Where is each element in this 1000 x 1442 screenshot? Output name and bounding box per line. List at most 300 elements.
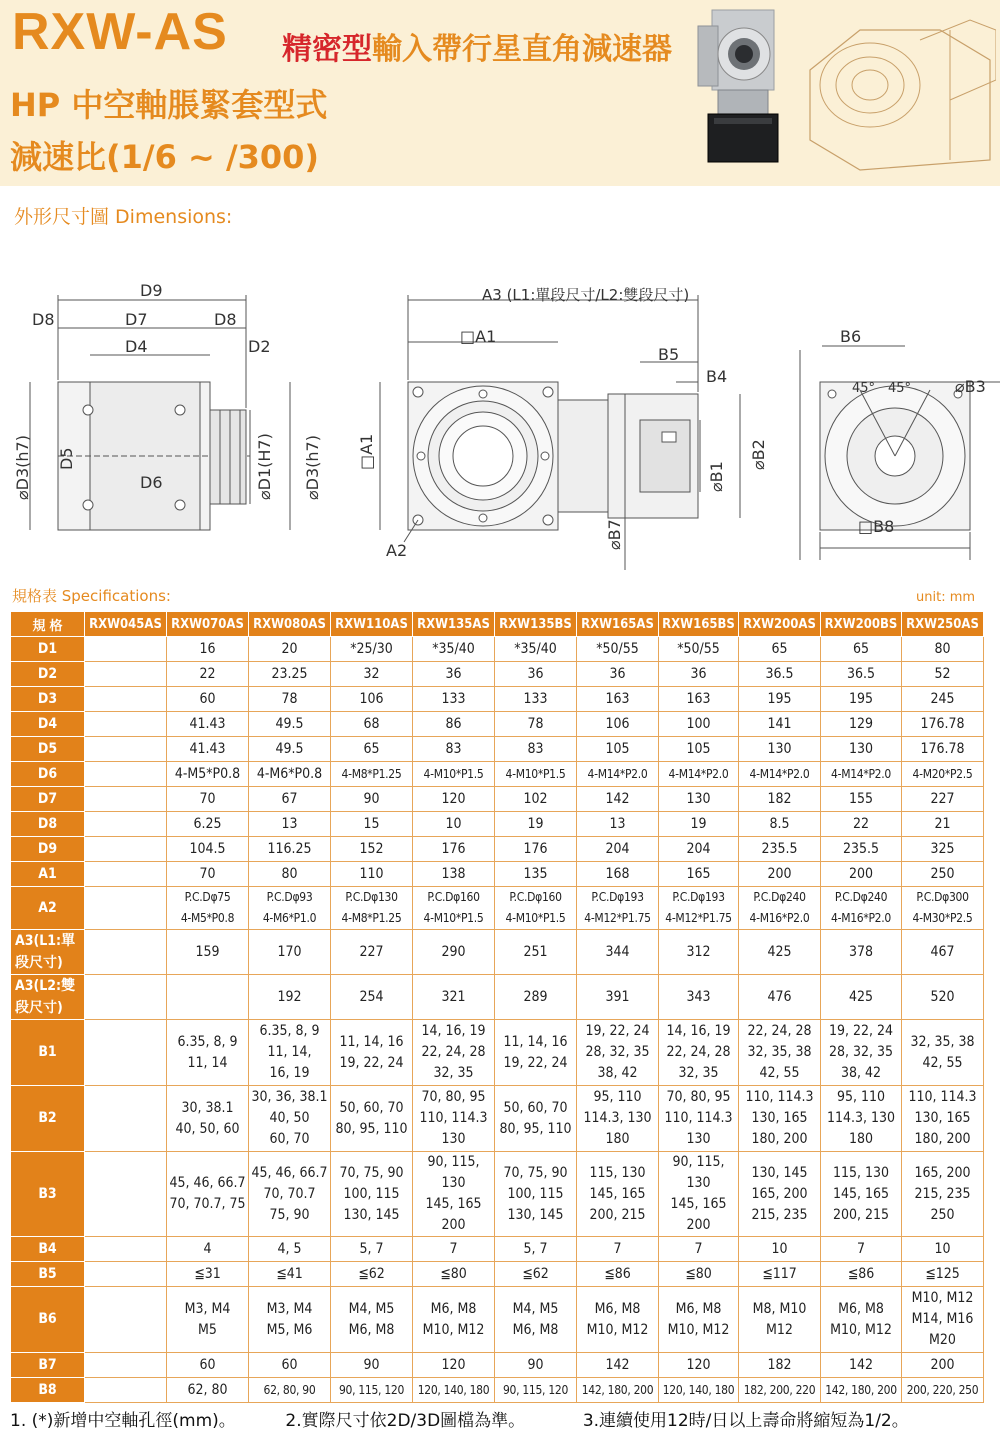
spec-cell: 200, 220, 250	[902, 1378, 984, 1403]
spec-cell: 5, 7	[495, 1237, 577, 1262]
spec-cell: 100	[659, 712, 739, 737]
spec-cell: 120	[413, 1353, 495, 1378]
spec-cell: 4-M8*P1.25	[331, 762, 413, 787]
spec-cell: 290	[413, 930, 495, 975]
spec-cell: 49.5	[249, 737, 331, 762]
spec-cell: 60	[167, 1353, 249, 1378]
product-line-drawing	[800, 10, 996, 174]
spec-cell: 32	[331, 662, 413, 687]
spec-header-model: RXW135BS	[495, 612, 577, 637]
spec-cell: 170	[249, 930, 331, 975]
spec-cell: 90	[331, 787, 413, 812]
spec-cell: 182	[739, 787, 821, 812]
spec-cell: 21	[902, 812, 984, 837]
spec-header-model: RXW250AS	[902, 612, 984, 637]
spec-cell: 391	[577, 975, 659, 1020]
spec-cell: 120	[413, 787, 495, 812]
spec-cell: 70	[167, 787, 249, 812]
spec-cell: 110, 114.3 130, 165 180, 200	[739, 1086, 821, 1152]
product-subtitle: HP 中空軸脹緊套型式	[10, 86, 328, 124]
spec-row-label: A3(L1:單段尺寸)	[11, 930, 85, 975]
label-d3-left: ⌀D3(h7)	[13, 435, 32, 500]
spec-cell: 312	[659, 930, 739, 975]
spec-cell: 50, 60, 70 80, 95, 110	[331, 1086, 413, 1152]
spec-cell: 200	[821, 862, 902, 887]
spec-cell: 142, 180, 200	[577, 1378, 659, 1403]
spec-cell: 4-M5*P0.8	[167, 762, 249, 787]
spec-row-label: D3	[11, 687, 85, 712]
spec-cell: 141	[739, 712, 821, 737]
spec-row-label: A2	[11, 887, 85, 930]
spec-cell: 20	[249, 637, 331, 662]
spec-cell: 19, 22, 24 28, 32, 35 38, 42	[577, 1020, 659, 1086]
label-b8: □B8	[858, 517, 895, 536]
spec-cell: 155	[821, 787, 902, 812]
label-b4: B4	[706, 367, 728, 386]
spec-cell: 130	[739, 737, 821, 762]
spec-cell: M6, M8 M10, M12	[413, 1287, 495, 1353]
spec-row-label: B3	[11, 1152, 85, 1237]
spec-cell: 65	[331, 737, 413, 762]
spec-cell: 204	[659, 837, 739, 862]
spec-cell: ≦80	[413, 1262, 495, 1287]
spec-cell: 176.78	[902, 712, 984, 737]
spec-cell: 4-M14*P2.0	[821, 762, 902, 787]
spec-cell: 289	[495, 975, 577, 1020]
label-b2: ⌀B2	[749, 439, 768, 470]
spec-row	[11, 762, 984, 787]
spec-cell: 254	[331, 975, 413, 1020]
spec-row-label: D9	[11, 837, 85, 862]
spec-row-label: B5	[11, 1262, 85, 1287]
spec-header-model: RXW045AS	[85, 612, 167, 637]
spec-cell: 36	[577, 662, 659, 687]
spec-cell: 165	[659, 862, 739, 887]
spec-row-label: A3(L2:雙段尺寸)	[11, 975, 85, 1020]
spec-row-label: D7	[11, 787, 85, 812]
spec-cell: 130	[659, 787, 739, 812]
spec-cell: 65	[821, 637, 902, 662]
product-title	[282, 24, 672, 68]
spec-cell: 321	[413, 975, 495, 1020]
spec-cell: 227	[902, 787, 984, 812]
spec-cell: 378	[821, 930, 902, 975]
spec-row	[11, 812, 984, 837]
spec-cell: ≦117	[739, 1262, 821, 1287]
spec-cell: 142	[577, 1353, 659, 1378]
unit-label: unit: mm	[916, 590, 976, 605]
spec-cell: *50/55	[659, 637, 739, 662]
label-d4: D4	[125, 337, 148, 356]
spec-cell: 235.5	[739, 837, 821, 862]
spec-cell: 15	[331, 812, 413, 837]
spec-header-model: RXW200BS	[821, 612, 902, 637]
spec-cell	[85, 1152, 167, 1237]
spec-cell: 110	[331, 862, 413, 887]
spec-cell: P.C.Dφ160 4-M10*P1.5	[495, 887, 577, 930]
label-d8-left: D8	[32, 310, 55, 329]
spec-cell: 10	[902, 1237, 984, 1262]
label-d9: D9	[140, 281, 163, 300]
spec-row	[11, 1378, 984, 1403]
spec-cell: 476	[739, 975, 821, 1020]
spec-cell: ≦62	[495, 1262, 577, 1287]
spec-cell: 49.5	[249, 712, 331, 737]
spec-cell: 23.25	[249, 662, 331, 687]
spec-cell: 200	[739, 862, 821, 887]
spec-cell: 90, 115, 130 145, 165 200	[413, 1152, 495, 1237]
spec-heading: 規格表 Specifications:	[12, 587, 171, 605]
spec-cell: 7	[413, 1237, 495, 1262]
spec-cell: 163	[577, 687, 659, 712]
spec-cell: 30, 38.1 40, 50, 60	[167, 1086, 249, 1152]
spec-cell: *25/30	[331, 637, 413, 662]
spec-cell: 45, 46, 66.7 70, 70.7, 75	[167, 1152, 249, 1237]
spec-cell: 4-M6*P0.8	[249, 762, 331, 787]
spec-row-label: D8	[11, 812, 85, 837]
spec-header-model: RXW200AS	[739, 612, 821, 637]
spec-cell: 4	[167, 1237, 249, 1262]
spec-cell	[85, 787, 167, 812]
spec-row	[11, 1237, 984, 1262]
spec-cell: 102	[495, 787, 577, 812]
spec-cell	[85, 1287, 167, 1353]
spec-cell: 70, 75, 90 100, 115 130, 145	[331, 1152, 413, 1237]
spec-cell: ≦62	[331, 1262, 413, 1287]
spec-header-model: RXW080AS	[249, 612, 331, 637]
spec-cell: 32, 35, 38 42, 55	[902, 1020, 984, 1086]
spec-table	[10, 611, 984, 1403]
spec-cell: 70	[167, 862, 249, 887]
spec-cell: 115, 130 145, 165 200, 215	[577, 1152, 659, 1237]
spec-cell: 135	[495, 862, 577, 887]
spec-cell: 90, 115, 120	[331, 1378, 413, 1403]
spec-cell: 195	[739, 687, 821, 712]
label-d8-right: D8	[214, 310, 237, 329]
spec-cell: M10, M12 M14, M16 M20	[902, 1287, 984, 1353]
spec-header-label: 規 格	[11, 612, 85, 637]
product-photo	[692, 6, 792, 166]
label-b5: B5	[658, 345, 680, 364]
spec-cell: 115, 130 145, 165 200, 215	[821, 1152, 902, 1237]
spec-cell: 176.78	[902, 737, 984, 762]
spec-cell: 425	[821, 975, 902, 1020]
spec-cell: 36.5	[821, 662, 902, 687]
spec-row-label: B7	[11, 1353, 85, 1378]
spec-cell: M4, M5 M6, M8	[495, 1287, 577, 1353]
spec-cell: 4-M14*P2.0	[739, 762, 821, 787]
spec-cell: 50, 60, 70 80, 95, 110	[495, 1086, 577, 1152]
spec-header-model: RXW135AS	[413, 612, 495, 637]
spec-cell: 182	[739, 1353, 821, 1378]
spec-cell: 110, 114.3 130, 165 180, 200	[902, 1086, 984, 1152]
spec-cell: 36	[413, 662, 495, 687]
spec-row-label: B1	[11, 1020, 85, 1086]
spec-cell: ≦80	[659, 1262, 739, 1287]
spec-cell: M4, M5 M6, M8	[331, 1287, 413, 1353]
spec-cell	[85, 762, 167, 787]
spec-row	[11, 887, 984, 930]
spec-cell: 129	[821, 712, 902, 737]
label-a2: A2	[386, 541, 408, 560]
label-d5: D5	[57, 447, 76, 470]
spec-cell: 90	[495, 1353, 577, 1378]
spec-cell	[85, 1262, 167, 1287]
label-b1: ⌀B1	[707, 461, 726, 492]
spec-cell: 195	[821, 687, 902, 712]
spec-cell: 80	[902, 637, 984, 662]
spec-cell	[85, 1086, 167, 1152]
label-angle-left: 45°	[852, 381, 876, 396]
spec-cell: 4-M20*P2.5	[902, 762, 984, 787]
spec-cell: 11, 14, 16 19, 22, 24	[495, 1020, 577, 1086]
spec-row	[11, 662, 984, 687]
spec-cell: 68	[331, 712, 413, 737]
spec-cell: 4-M10*P1.5	[413, 762, 495, 787]
spec-cell: 7	[577, 1237, 659, 1262]
spec-cell: 19, 22, 24 28, 32, 35 38, 42	[821, 1020, 902, 1086]
spec-cell: 235.5	[821, 837, 902, 862]
label-a1-top: □A1	[460, 327, 497, 346]
label-d7: D7	[125, 310, 148, 329]
spec-row-label: D4	[11, 712, 85, 737]
header-banner	[0, 0, 1000, 186]
spec-cell	[85, 1378, 167, 1403]
spec-cell: 520	[902, 975, 984, 1020]
spec-cell: 133	[413, 687, 495, 712]
dimensions-heading: 外形尺寸圖 Dimensions:	[14, 206, 233, 228]
spec-cell: 120, 140, 180	[659, 1378, 739, 1403]
spec-cell: 60	[249, 1353, 331, 1378]
spec-cell: P.C.Dφ193 4-M12*P1.75	[577, 887, 659, 930]
spec-cell: P.C.Dφ240 4-M16*P2.0	[821, 887, 902, 930]
label-a1-side: □A1	[357, 433, 376, 470]
spec-row	[11, 862, 984, 887]
spec-cell: M3, M4 M5, M6	[249, 1287, 331, 1353]
spec-row	[11, 975, 984, 1020]
spec-cell	[85, 812, 167, 837]
spec-cell: 36	[495, 662, 577, 687]
spec-row-label: D2	[11, 662, 85, 687]
spec-cell: ≦41	[249, 1262, 331, 1287]
spec-cell: 90, 115, 130 145, 165 200	[659, 1152, 739, 1237]
spec-cell: 41.43	[167, 737, 249, 762]
spec-header-model: RXW070AS	[167, 612, 249, 637]
spec-cell: M6, M8 M10, M12	[577, 1287, 659, 1353]
spec-row	[11, 837, 984, 862]
spec-cell: 67	[249, 787, 331, 812]
note-3: 3.連續使用12時/日以上壽命將縮短為1/2。	[582, 1411, 909, 1431]
spec-cell	[167, 975, 249, 1020]
spec-cell: 142	[821, 1353, 902, 1378]
spec-cell: 120	[659, 1353, 739, 1378]
spec-cell: 22	[167, 662, 249, 687]
spec-cell: 70, 80, 95 110, 114.3 130	[659, 1086, 739, 1152]
spec-cell: 13	[249, 812, 331, 837]
spec-cell	[85, 837, 167, 862]
spec-row-label: A1	[11, 862, 85, 887]
spec-cell: 6.25	[167, 812, 249, 837]
spec-row	[11, 687, 984, 712]
spec-cell: 36.5	[739, 662, 821, 687]
spec-cell: ≦125	[902, 1262, 984, 1287]
spec-cell: P.C.Dφ300 4-M30*P2.5	[902, 887, 984, 930]
spec-cell: 104.5	[167, 837, 249, 862]
spec-row	[11, 1152, 984, 1237]
note-1: 1. (*)新增中空軸孔徑(mm)。	[10, 1411, 236, 1431]
spec-cell: 70, 75, 90 100, 115 130, 145	[495, 1152, 577, 1237]
spec-cell	[85, 887, 167, 930]
spec-cell: 138	[413, 862, 495, 887]
spec-cell: 250	[902, 862, 984, 887]
spec-cell: *35/40	[413, 637, 495, 662]
spec-cell: P.C.Dφ193 4-M12*P1.75	[659, 887, 739, 930]
spec-cell: 19	[659, 812, 739, 837]
spec-row	[11, 1086, 984, 1152]
spec-cell: 14, 16, 19 22, 24, 28 32, 35	[659, 1020, 739, 1086]
spec-cell: 80	[249, 862, 331, 887]
spec-cell	[85, 975, 167, 1020]
spec-cell: 16	[167, 637, 249, 662]
spec-cell: 467	[902, 930, 984, 975]
spec-cell: 4-M14*P2.0	[659, 762, 739, 787]
spec-cell: 22, 24, 28 32, 35, 38 42, 55	[739, 1020, 821, 1086]
spec-cell	[85, 637, 167, 662]
title-highlight: 精密型	[282, 32, 372, 67]
note-2: 2.實際尺寸依2D/3D圖檔為準。	[285, 1411, 526, 1431]
label-d6: D6	[140, 473, 163, 492]
footnotes	[10, 1406, 909, 1431]
spec-cell: 4-M14*P2.0	[577, 762, 659, 787]
spec-cell: 62, 80	[167, 1378, 249, 1403]
spec-row	[11, 1020, 984, 1086]
spec-cell: 6.35, 8, 9 11, 14, 16, 19	[249, 1020, 331, 1086]
spec-cell: 10	[739, 1237, 821, 1262]
spec-cell: 11, 14, 16 19, 22, 24	[331, 1020, 413, 1086]
label-d3-right: ⌀D3(h7)	[303, 435, 322, 500]
spec-cell: 45, 46, 66.7 70, 70.7 75, 90	[249, 1152, 331, 1237]
spec-cell: 7	[659, 1237, 739, 1262]
spec-header-model: RXW165AS	[577, 612, 659, 637]
spec-cell: 90, 115, 120	[495, 1378, 577, 1403]
spec-cell: 130, 145 165, 200 215, 235	[739, 1152, 821, 1237]
spec-cell: P.C.Dφ93 4-M6*P1.0	[249, 887, 331, 930]
spec-row-label: B2	[11, 1086, 85, 1152]
spec-cell: 36	[659, 662, 739, 687]
spec-row	[11, 712, 984, 737]
spec-cell: 159	[167, 930, 249, 975]
spec-cell: 142	[577, 787, 659, 812]
spec-cell: 70, 80, 95 110, 114.3 130	[413, 1086, 495, 1152]
spec-cell: 83	[495, 737, 577, 762]
spec-cell: ≦86	[577, 1262, 659, 1287]
spec-cell: 60	[167, 687, 249, 712]
spec-cell: 343	[659, 975, 739, 1020]
spec-cell: 192	[249, 975, 331, 1020]
spec-cell: M6, M8 M10, M12	[821, 1287, 902, 1353]
spec-cell	[85, 737, 167, 762]
spec-cell: 8.5	[739, 812, 821, 837]
spec-cell: 65	[739, 637, 821, 662]
label-d2: D2	[248, 337, 271, 356]
spec-cell: 106	[577, 712, 659, 737]
spec-cell: 4, 5	[249, 1237, 331, 1262]
spec-cell: 163	[659, 687, 739, 712]
spec-cell	[85, 662, 167, 687]
spec-cell: 142, 180, 200	[821, 1378, 902, 1403]
spec-cell: *50/55	[577, 637, 659, 662]
spec-row-label: B6	[11, 1287, 85, 1353]
spec-cell	[85, 687, 167, 712]
spec-cell: 227	[331, 930, 413, 975]
spec-cell: 106	[331, 687, 413, 712]
spec-cell: P.C.Dφ160 4-M10*P1.5	[413, 887, 495, 930]
model-title: RXW-AS	[12, 3, 228, 61]
spec-cell: 90	[331, 1353, 413, 1378]
spec-cell: 165, 200 215, 235 250	[902, 1152, 984, 1237]
dimension-drawings	[0, 270, 1000, 580]
spec-row	[11, 637, 984, 662]
spec-header-row	[11, 612, 984, 637]
spec-cell: 168	[577, 862, 659, 887]
spec-cell: 83	[413, 737, 495, 762]
spec-cell: 204	[577, 837, 659, 862]
label-d1: ⌀D1(H7)	[255, 433, 274, 500]
spec-cell: 251	[495, 930, 577, 975]
spec-row	[11, 787, 984, 812]
spec-cell: 41.43	[167, 712, 249, 737]
spec-row	[11, 1287, 984, 1353]
spec-cell: M3, M4 M5	[167, 1287, 249, 1353]
spec-cell: 5, 7	[331, 1237, 413, 1262]
spec-cell: 78	[495, 712, 577, 737]
spec-cell: M8, M10 M12	[739, 1287, 821, 1353]
spec-cell: *35/40	[495, 637, 577, 662]
spec-cell: 6.35, 8, 9 11, 14	[167, 1020, 249, 1086]
spec-cell: 130	[821, 737, 902, 762]
spec-cell: 152	[331, 837, 413, 862]
label-b6: B6	[840, 327, 862, 346]
spec-row-label: D5	[11, 737, 85, 762]
spec-cell: 176	[495, 837, 577, 862]
spec-cell: 86	[413, 712, 495, 737]
spec-cell: P.C.Dφ240 4-M16*P2.0	[739, 887, 821, 930]
spec-cell: 325	[902, 837, 984, 862]
spec-cell	[85, 1353, 167, 1378]
spec-cell: 14, 16, 19 22, 24, 28 32, 35	[413, 1020, 495, 1086]
spec-cell: 78	[249, 687, 331, 712]
spec-row	[11, 930, 984, 975]
label-a3: A3 (L1:單段尺寸/L2:雙段尺寸)	[482, 286, 690, 304]
spec-cell: 19	[495, 812, 577, 837]
spec-cell: M6, M8 M10, M12	[659, 1287, 739, 1353]
spec-cell: 13	[577, 812, 659, 837]
spec-cell	[85, 930, 167, 975]
spec-cell	[85, 1020, 167, 1086]
spec-header-model: RXW165BS	[659, 612, 739, 637]
spec-cell	[85, 1237, 167, 1262]
spec-cell: 10	[413, 812, 495, 837]
spec-cell: 176	[413, 837, 495, 862]
label-b7: ⌀B7	[605, 519, 624, 550]
spec-cell: 95, 110 114.3, 130 180	[821, 1086, 902, 1152]
spec-cell: 120, 140, 180	[413, 1378, 495, 1403]
spec-cell: 105	[577, 737, 659, 762]
spec-cell: 30, 36, 38.1 40, 50 60, 70	[249, 1086, 331, 1152]
spec-header-model: RXW110AS	[331, 612, 413, 637]
title-text: 輸入帶行星直角減速器	[372, 32, 672, 67]
spec-cell: 4-M10*P1.5	[495, 762, 577, 787]
